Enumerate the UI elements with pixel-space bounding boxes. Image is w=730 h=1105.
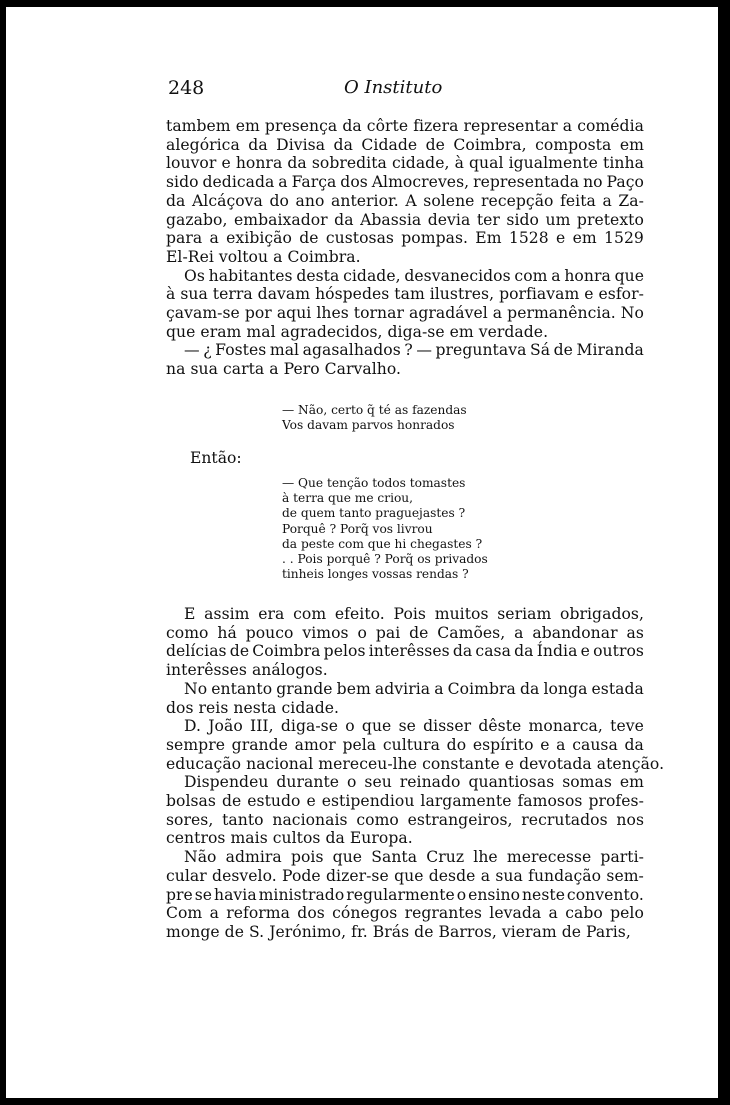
text-line: Os habitantes desta cidade, desvanecidos com a honra que <box>184 266 644 285</box>
text-line: sempre grande amor pela cultura do espírito e a causa da <box>166 735 644 754</box>
text-line: educação nacional mereceu-lhe constante e devotada atenção. <box>166 754 665 773</box>
verse-line: — Que tenção todos tomastes <box>282 476 466 490</box>
text-line: gazabo, embaixador da Abassia devia ter sido um pretexto <box>166 210 644 229</box>
text-line: na sua carta a Pero Carvalho. <box>166 360 402 379</box>
text-line: — ¿ Fostes mal agasalhados ? — preguntava Sá de Miranda <box>184 341 644 360</box>
text-line: dos reis nesta cidade. <box>166 698 340 717</box>
verse-line: de quem tanto praguejastes ? <box>282 506 466 521</box>
verse-line: — Não, certo q̃ té as fazendas <box>282 403 467 417</box>
text-line: Não admira pois que Santa Cruz lhe merecesse parti- <box>184 848 644 867</box>
text-line: interêsses análogos. <box>166 661 328 680</box>
text-line: louvor e honra da sobredita cidade, à qual igualmente tinha <box>166 154 644 173</box>
verse-line: da peste com que hi chegastes ? <box>282 536 483 551</box>
text-line: sido dedicada a Farça dos Almocreves, representada no Paço <box>166 173 644 192</box>
verse-intro-label: Então: <box>190 449 242 467</box>
text-line: que eram mal agradecidos, diga-se em verdade. <box>166 322 549 341</box>
paragraph <box>166 605 644 680</box>
running-title: O Instituto <box>344 77 443 98</box>
text-line: monge de S. Jerónimo, fr. Brás de Barros, vieram de Paris, <box>166 922 631 941</box>
text-line: sores, tanto nacionais como estrangeiros, recrutados nos <box>166 810 644 829</box>
text-line: para a exibição de custosas pompas. Em 1528 e em 1529 <box>166 229 644 248</box>
text-line: delícias de Coimbra pelos interêsses da casa da Índia e outros <box>166 642 644 661</box>
paragraph <box>166 717 665 773</box>
text-line: à sua terra davam hóspedes tam ilustres, porfiavam e esfor- <box>166 285 644 304</box>
page-number: 248 <box>168 77 205 99</box>
text-line: pre se havia ministrado regularmente o ensino neste convento. <box>166 885 644 904</box>
text-line: çavam-se por aqui lhes tornar agradável a permanência. No <box>166 304 644 323</box>
text-line: Dispendeu durante o seu reinado quantiosas somas em <box>184 773 644 792</box>
verse-quote-1 <box>282 403 467 433</box>
text-line: tambem em presença da côrte fizera representar a comédia <box>166 117 644 135</box>
verse-line: Porquê ? Porq̃ vos livrou <box>282 521 433 536</box>
verse-line: . . Pois porquê ? Porq̃ os privados <box>282 552 488 567</box>
paragraph <box>166 848 644 942</box>
verse-quote-2 <box>282 476 488 582</box>
paragraph <box>166 341 644 378</box>
text-line: alegórica da Divisa da Cidade de Coimbra, composta em <box>166 135 644 154</box>
text-line: cular desvelo. Pode dizer-se que desde a sua fundação sem- <box>166 866 644 885</box>
paragraph <box>166 117 644 267</box>
text-line: da Alcáçova do ano anterior. A solene recepção feita a Za- <box>166 191 644 210</box>
paragraph <box>166 773 644 848</box>
verse-line: à terra que me criou, <box>282 491 414 506</box>
verse-line: tinheis longes vossas rendas ? <box>282 567 469 582</box>
book-page <box>6 7 718 1098</box>
verse-line: Vos davam parvos honrados <box>282 418 455 433</box>
text-line: D. João III, diga-se o que se disser dêste monarca, teve <box>184 717 644 736</box>
text-line: No entanto grande bem adviria a Coimbra da longa estada <box>184 679 644 698</box>
text-line: como há pouco vimos o pai de Camões, a abandonar as <box>166 623 644 642</box>
paragraph <box>166 680 644 717</box>
text-line: Com a reforma dos cónegos regrantes levada a cabo pelo <box>166 904 644 923</box>
text-line: centros mais cultos da Europa. <box>166 829 413 848</box>
body-text-bottom <box>166 605 665 942</box>
paragraph <box>166 267 644 342</box>
text-line: E assim era com efeito. Pois muitos seriam obrigados, <box>184 605 644 623</box>
text-line: bolsas de estudo e estipendiou largamente famosos profes- <box>166 792 644 811</box>
body-text-top <box>166 117 644 379</box>
text-line: El-Rei voltou a Coimbra. <box>166 247 361 266</box>
